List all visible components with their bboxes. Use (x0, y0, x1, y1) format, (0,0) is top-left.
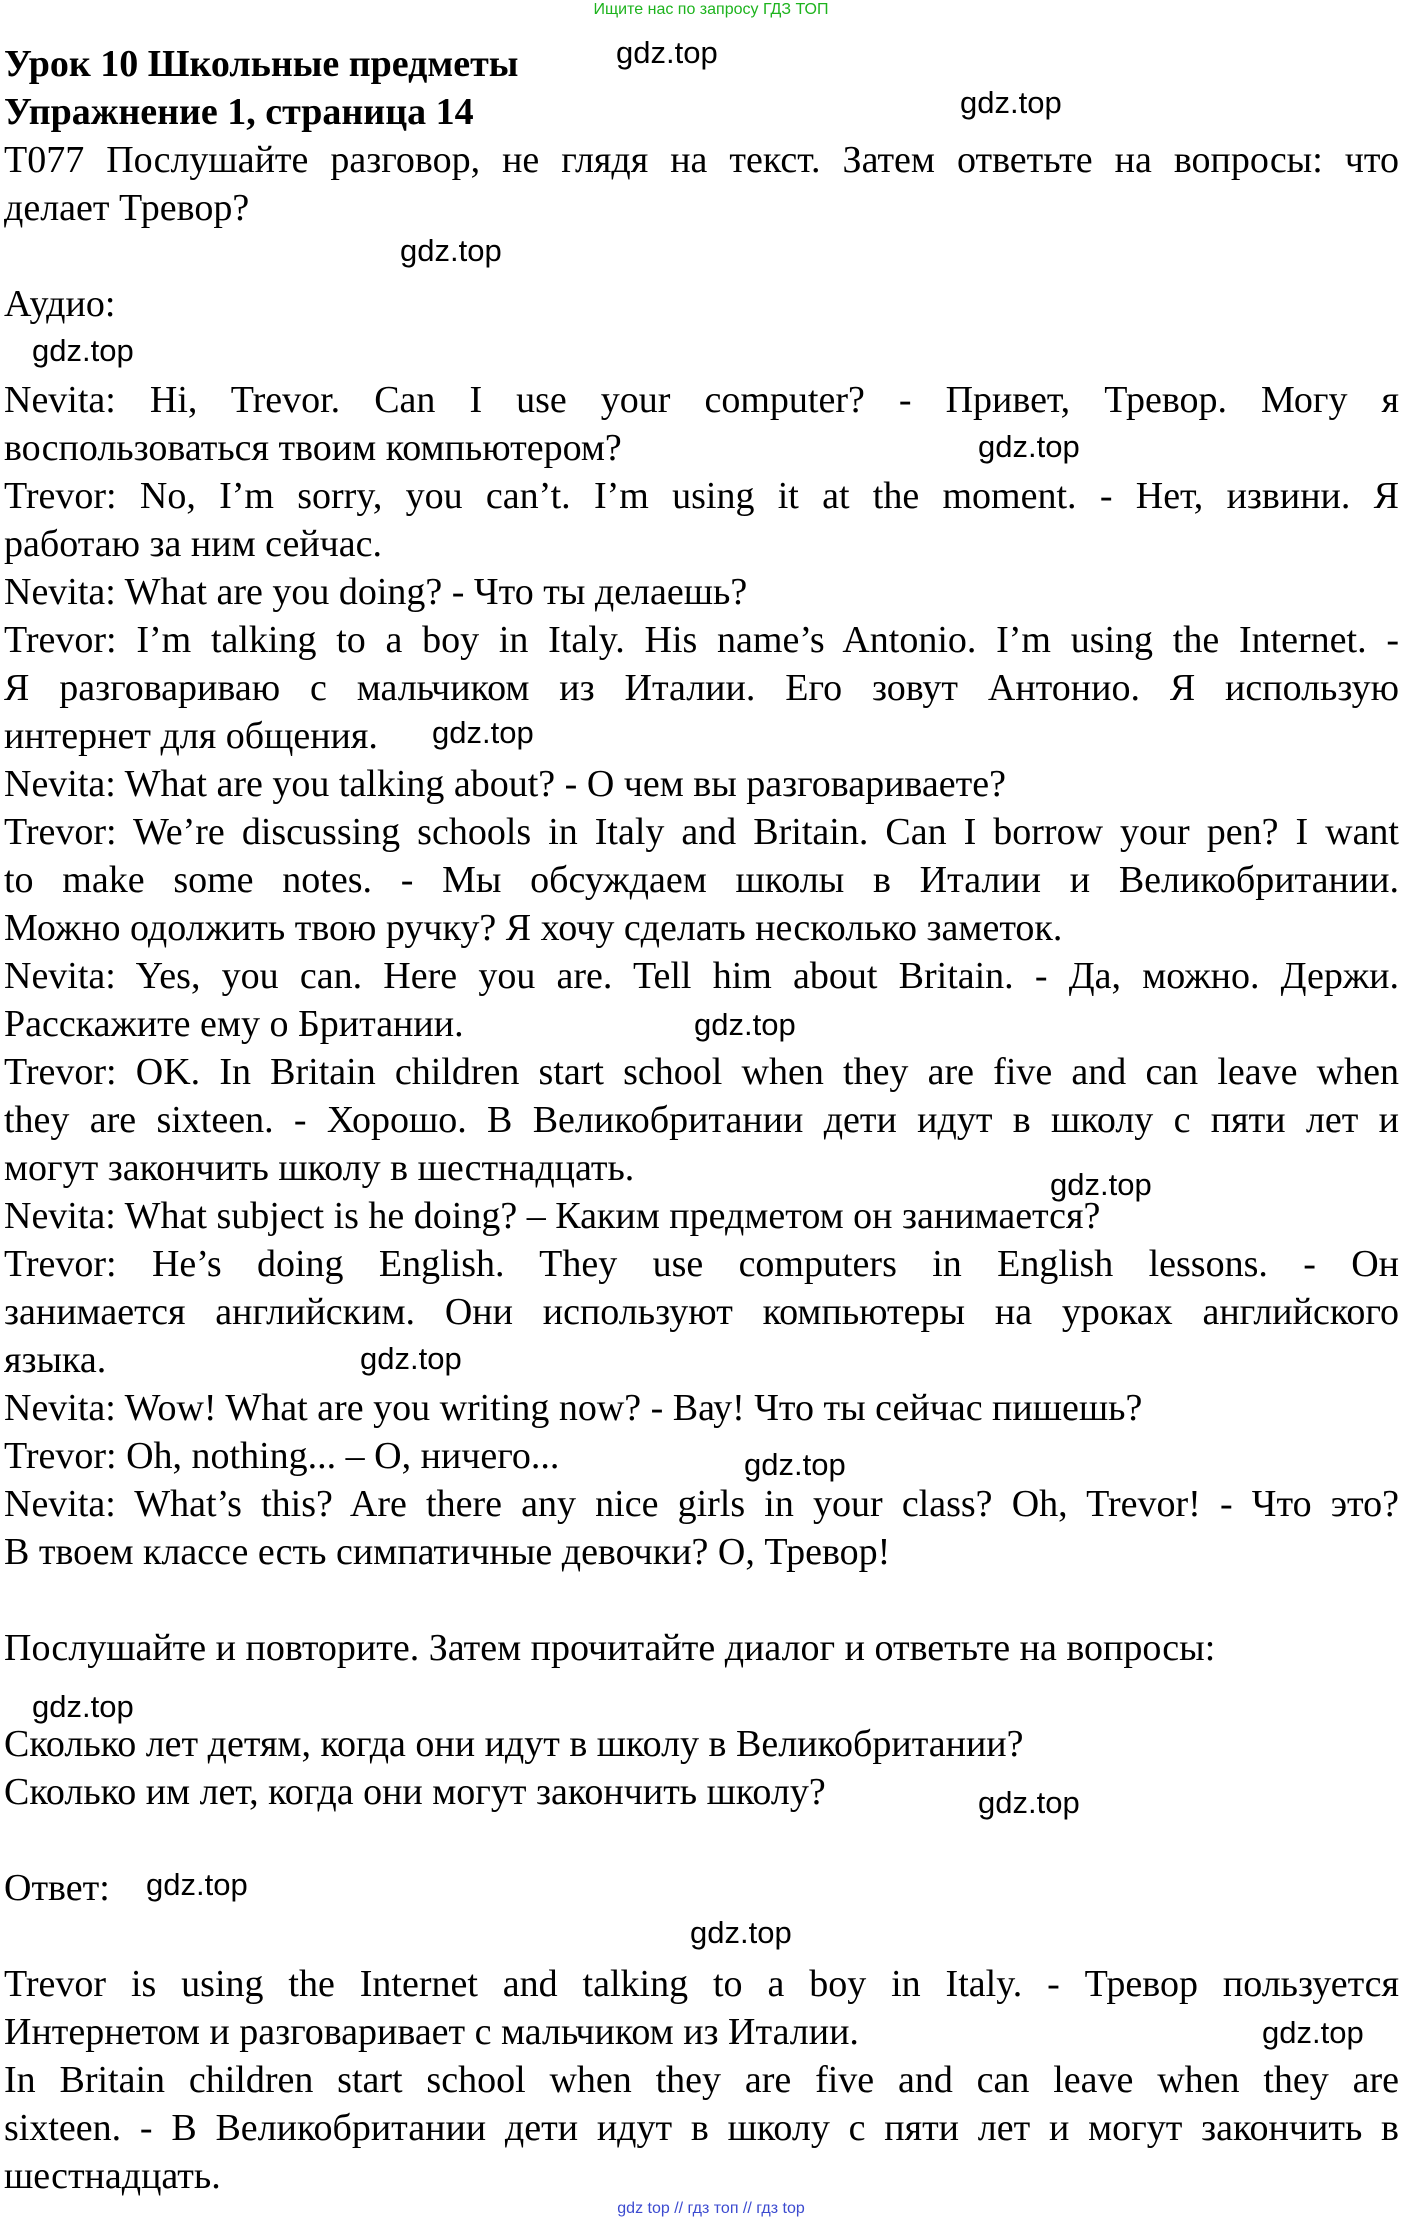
dialogue-line: Trevor: No, I’m sorry, you can’t. I’m using it at the moment. - Нет, извини. Я (4, 475, 1399, 517)
watermark: gdz.top (690, 1915, 792, 1950)
dialogue-line: to make some notes. - Мы обсуждаем школы в Италии и Великобритании. (4, 859, 1399, 901)
task-line-1: Т077 Послушайте разговор, не глядя на текст. Затем ответьте на вопросы: что (4, 139, 1399, 181)
watermark: gdz.top (32, 333, 134, 368)
dialogue-line: занимается английским. Они используют компьютеры на уроках английского (4, 1291, 1399, 1333)
dialogue-line: могут закончить школу в шестнадцать. (4, 1147, 635, 1189)
dialogue-line: Расскажите ему о Британии. (4, 1003, 464, 1045)
watermark: gdz.top (1262, 2015, 1364, 2050)
dialogue-line: воспользоваться твоим компьютером? (4, 427, 622, 469)
dialogue-line: Nevita: Wow! What are you writing now? - Вау! Что ты сейчас пишешь? (4, 1387, 1143, 1429)
dialogue-line: Я разговариваю с мальчиком из Италии. Его зовут Антонио. Я использую (4, 667, 1399, 709)
answer-label: Ответ: (4, 1867, 110, 1909)
watermark: gdz.top (616, 35, 718, 70)
dialogue-line: Trevor: We’re discussing schools in Italy and Britain. Can I borrow your pen? I want (4, 811, 1399, 853)
watermark: gdz.top (978, 1785, 1080, 1820)
question-1: Сколько лет детям, когда они идут в школу в Великобритании? (4, 1723, 1024, 1765)
exercise-title: Упражнение 1, страница 14 (4, 91, 474, 133)
answer-line: Trevor is using the Internet and talking to a boy in Italy. - Тревор пользуется (4, 1963, 1399, 2005)
dialogue-line: Trevor: OK. In Britain children start school when they are five and can leave when (4, 1051, 1399, 1093)
watermark: gdz.top (32, 1689, 134, 1724)
question-2: Сколько им лет, когда они могут закончить школу? (4, 1771, 826, 1813)
answer-line: шестнадцать. (4, 2155, 221, 2197)
dialogue-line: Можно одолжить твою ручку? Я хочу сделать несколько заметок. (4, 907, 1063, 949)
dialogue-line: В твоем классе есть симпатичные девочки? О, Тревор! (4, 1531, 891, 1573)
dialogue-line: Nevita: What’s this? Are there any nice girls in your class? Oh, Trevor! - Что это? (4, 1483, 1399, 1525)
answer-line: sixteen. - В Великобритании дети идут в школу с пяти лет и могут закончить в (4, 2107, 1399, 2149)
dialogue-line: работаю за ним сейчас. (4, 523, 382, 565)
dialogue-line: Trevor: He’s doing English. They use computers in English lessons. - Он (4, 1243, 1399, 1285)
dialogue-line: Nevita: What subject is he doing? – Каким предметом он занимается? (4, 1195, 1101, 1237)
task-line-2: делает Тревор? (4, 187, 250, 229)
dialogue-line: Nevita: What are you doing? - Что ты делаешь? (4, 571, 748, 613)
watermark: gdz.top (360, 1341, 462, 1376)
dialogue-line: интернет для общения. (4, 715, 378, 757)
dialogue-line: they are sixteen. - Хорошо. В Великобритании дети идут в школу с пяти лет и (4, 1099, 1399, 1141)
dialogue-line: Nevita: Hi, Trevor. Can I use your computer? - Привет, Тревор. Могу я (4, 379, 1399, 421)
watermark: gdz.top (960, 85, 1062, 120)
watermark: gdz.top (694, 1007, 796, 1042)
watermark: gdz.top (978, 429, 1080, 464)
answer-line: In Britain children start school when they are five and can leave when they are (4, 2059, 1399, 2101)
top-banner: Ищите нас по запросу ГДЗ ТОП (593, 1, 829, 18)
watermark: gdz.top (744, 1447, 846, 1482)
watermark: gdz.top (432, 715, 534, 750)
lesson-title: Урок 10 Школьные предметы (4, 43, 519, 85)
answer-line: Интернетом и разговаривает с мальчиком из Италии. (4, 2011, 859, 2053)
audio-label: Аудио: (4, 283, 116, 325)
dialogue-line: языка. (4, 1339, 107, 1381)
questions-intro: Послушайте и повторите. Затем прочитайте диалог и ответьте на вопросы: (4, 1627, 1216, 1669)
footer: gdz top // гдз топ // гдз top (617, 2200, 805, 2217)
dialogue-line: Trevor: I’m talking to a boy in Italy. His name’s Antonio. I’m using the Internet. - (4, 619, 1399, 661)
watermark: gdz.top (146, 1867, 248, 1902)
watermark: gdz.top (400, 233, 502, 268)
watermark: gdz.top (1050, 1167, 1152, 1202)
dialogue-line: Nevita: Yes, you can. Here you are. Tell him about Britain. - Да, можно. Держи. (4, 955, 1399, 997)
dialogue-line: Nevita: What are you talking about? - О чем вы разговариваете? (4, 763, 1006, 805)
dialogue-line: Trevor: Oh, nothing... – О, ничего... (4, 1435, 560, 1477)
